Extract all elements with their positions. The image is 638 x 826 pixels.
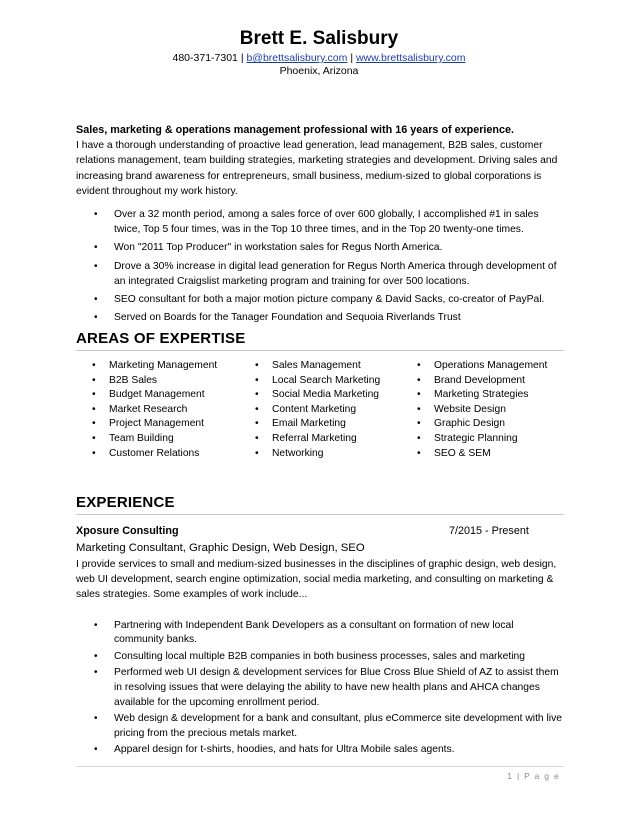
list-item: • Served on Boards for the Tanager Foundation and Sequoia Riverlands Trust: [76, 310, 564, 325]
experience-paragraph: I provide services to small and medium-sized businesses in the disciplines of graphic design, web design, web UI development, search engine optimization, social media marketing, and consulting on marketing & sales strategies. Some examples of work include...: [76, 559, 557, 601]
list-item: • Referral Marketing: [239, 432, 399, 447]
list-item: • Marketing Strategies: [401, 388, 561, 403]
list-item: • Team Building: [76, 432, 236, 447]
list-item: • Budget Management: [76, 388, 236, 403]
separator: |: [350, 52, 354, 64]
candidate-name: Brett E. Salisbury: [239, 28, 399, 49]
summary-paragraph: I have a thorough understanding of proactive lead generation, lead management, B2B sales, customer relations management, team building strategies, marketing strategies and development. Driving sales and increasing brand awareness for entrepreneurs, small business, medium-sized to global corporations is evident throughout my work history.: [76, 140, 558, 197]
contact-line: [0, 51, 638, 65]
location: Phoenix, Arizona: [279, 65, 359, 77]
summary-title: Sales, marketing & operations management professional with 16 years of experience.: [76, 124, 515, 136]
list-item: • B2B Sales: [76, 374, 236, 389]
list-item: • Performed web UI design & development services for Blue Cross Blue Shield of AZ to assist them in resolving issues that were delaying the ability to have new health plans and AHCA changes available for the upcoming enrollment period.: [76, 666, 564, 710]
list-item: • Strategic Planning: [401, 432, 561, 447]
footer-divider: [76, 766, 564, 767]
expertise-column-1: [76, 359, 236, 461]
resume-header: [0, 28, 638, 78]
list-item: • Sales Management: [239, 359, 399, 374]
list-item: • Email Marketing: [239, 417, 399, 432]
list-item: • Local Search Marketing: [239, 374, 399, 389]
list-item: • Apparel design for t-shirts, hoodies, and hats for Ultra Mobile sales agents.: [76, 743, 564, 758]
expertise-column-2: [239, 359, 399, 461]
experience-section: [76, 557, 564, 758]
list-item: • Consulting local multiple B2B companies in both business processes, sales and marketing: [76, 650, 564, 665]
list-item: • Won "2011 Top Producer" in workstation sales for Regus North America.: [76, 240, 564, 255]
list-item: • Drove a 30% increase in digital lead generation for Regus North America through development of an integrated Craigslist marketing program and training for over 500 locations.: [76, 259, 564, 289]
list-item: • Partnering with Independent Bank Developers as a consultant on formation of new local community banks.: [76, 619, 564, 648]
phone-number: 480-371-7301: [172, 52, 238, 64]
website-link[interactable]: www.brettsalisbury.com: [355, 52, 466, 64]
separator: |: [240, 52, 244, 64]
summary-bullets: [76, 207, 564, 325]
experience-heading: EXPERIENCE: [76, 494, 564, 515]
list-item: • Website Design: [401, 403, 561, 418]
summary-section: [76, 123, 564, 325]
list-item: • SEO consultant for both a major motion picture company & David Sacks, co-creator of PayPal.: [76, 292, 564, 307]
list-item: • Marketing Management: [76, 359, 236, 374]
job-role: Marketing Consultant, Graphic Design, Web Design, SEO: [76, 542, 365, 554]
page-number: 1 | P a g e: [507, 771, 560, 781]
list-item: • Market Research: [76, 403, 236, 418]
list-item: • Operations Management: [401, 359, 561, 374]
experience-bullets: [76, 619, 564, 758]
list-item: • SEO & SEM: [401, 447, 561, 462]
list-item: • Brand Development: [401, 374, 561, 389]
list-item: • Social Media Marketing: [239, 388, 399, 403]
job-header: [76, 525, 564, 537]
list-item: • Web design & development for a bank and consultant, plus eCommerce site development with live pricing from the precious metals market.: [76, 712, 564, 741]
list-item: • Networking: [239, 447, 399, 462]
email-link[interactable]: b@brettsalisbury.com: [246, 52, 348, 64]
job-dates: 7/2015 - Present: [449, 525, 529, 537]
company-name: Xposure Consulting: [76, 525, 179, 537]
list-item: • Over a 32 month period, among a sales force of over 600 globally, I accomplished #1 in sales twice, Top 5 four times, was in the Top 10 three times, and in the Top 20 twenty-one times.: [76, 207, 564, 237]
list-item: • Content Marketing: [239, 403, 399, 418]
list-item: • Customer Relations: [76, 447, 236, 462]
list-item: • Graphic Design: [401, 417, 561, 432]
expertise-heading: AREAS OF EXPERTISE: [76, 330, 564, 351]
list-item: • Project Management: [76, 417, 236, 432]
expertise-column-3: [401, 359, 561, 461]
